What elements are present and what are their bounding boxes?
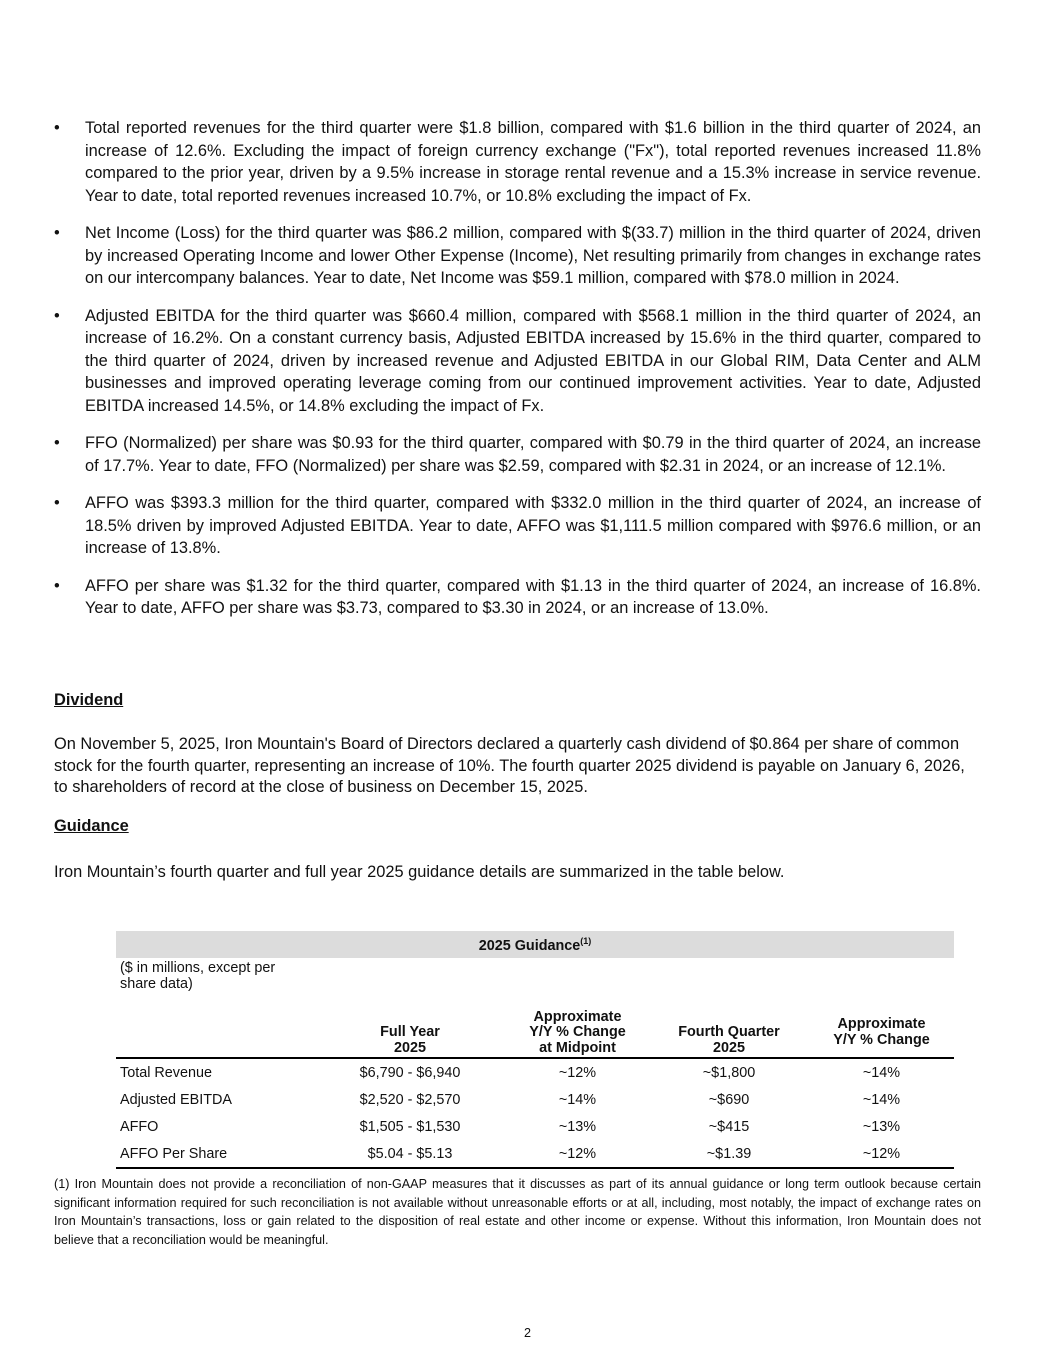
highlight-text: FFO (Normalized) per share was $0.93 for the third quarter, compared with $0.79 in the third quarter of 2024, an increase of 17.7%. Year to date, FFO (Normalized) per share was $2.59, compared with $2.31 in 2024, or an increase of 12.1%. [85,434,981,475]
cell-q4-change: ~14% [862,1091,901,1108]
cell-q4: ~$690 [708,1091,750,1108]
bullet-marker: • [54,494,60,512]
header-q4-change [809,996,954,1058]
table-row [116,1140,954,1168]
cell-full-year: $1,505 - $1,530 [359,1118,461,1135]
header-full-year [314,996,506,1058]
header-fy-change [506,996,649,1058]
table-units-row [116,958,954,996]
row-label: Adjusted EBITDA [120,1091,232,1108]
cell-q4: ~$1.39 [649,1140,809,1168]
header-line: Approximate [837,1016,926,1032]
guidance-table [116,931,954,1169]
table-header-row [116,996,954,1058]
bullet-marker: • [54,306,60,325]
bullet-marker: • [54,434,60,452]
guidance-paragraph: Iron Mountain’s fourth quarter and full year 2025 guidance details are summarized in the table below. [54,863,785,881]
highlight-text: Net Income (Loss) for the third quarter was $86.2 million, compared with $(33.7) million in the third quarter of 2024, driven by increased Operating Income and lower Other Expense (Income), Net resulting primarily from changes in exchange rates on our intercompany balances. Year to date, Net Income was $59.1 million, compared with $78.0 million in 2024. [85,224,981,287]
table-row [116,1113,954,1140]
units-label: ($ in millions, except per share data) [120,960,276,992]
highlight-text: AFFO per share was $1.32 for the third quarter, compared with $1.13 in the third quarter of 2024, an increase of 16.8%. Year to date, AFFO per share was $3.73, compared to $3.30 in 2024, or an increase of 13.0%. [85,576,981,617]
cell-q4: ~$415 [708,1118,750,1135]
bullet-marker: • [54,576,60,595]
cell-q4-change: ~12% [809,1140,954,1168]
table-title-row [116,931,954,958]
highlight-text: Total reported revenues for the third quarter were $1.8 billion, compared with $1.6 billion in the third quarter of 2024, an increase of 12.6%. Excluding the impact of foreign currency exchange ("Fx"), total reported revenues increased 11.8% compared to the prior year, driven by a 9.5% increase in storage rental revenue and a 15.3% increase in service revenue. Year to date, total reported revenues increased 10.7%, or 10.8% excluding the impact of Fx. [85,119,981,205]
table-row [116,1086,954,1113]
highlight-net-income [54,222,981,290]
bullet-marker: • [54,119,60,137]
cell-full-year: $2,520 - $2,570 [359,1091,461,1108]
highlight-ffo [54,432,981,477]
bullet-marker: • [54,224,60,242]
guidance-heading: Guidance [54,817,129,835]
highlight-affo [54,492,981,560]
cell-fy-change: ~13% [558,1118,597,1135]
header-line: 2025 [712,1039,745,1056]
table-title-text: 2025 Guidance [478,937,581,954]
row-label: AFFO Per Share [116,1140,314,1168]
cell-q4-change: ~14% [862,1064,901,1081]
highlights-list [54,117,981,635]
highlight-adjusted-ebitda [54,305,981,418]
header-line: Approximate [533,1008,622,1025]
dividend-paragraph: On November 5, 2025, Iron Mountain's Board of Directors declared a quarterly cash dividend of $0.864 per share of common stock for the fourth quarter, representing an increase of 10%. The fourth quarter 2025 dividend is payable on January 6, 2026, to shareholders of record at the close of business on December 15, 2025. [54,735,965,796]
cell-fy-change: ~14% [558,1091,597,1108]
table-title [116,931,954,958]
header-line: Full Year [380,1024,440,1040]
cell-full-year: $5.04 - $5.13 [314,1140,506,1168]
cell-fy-change: ~12% [506,1140,649,1168]
table-title-footnote-ref: (1) [580,935,592,946]
cell-q4: ~$1,800 [702,1064,756,1081]
header-line: Y/Y % Change [833,1031,930,1048]
header-line: Y/Y % Change [529,1024,626,1040]
row-label: Total Revenue [120,1064,212,1081]
header-fourth-quarter [649,996,809,1058]
header-line: Fourth Quarter [678,1024,780,1040]
highlight-text: AFFO was $393.3 million for the third quarter, compared with $332.0 million in the third quarter of 2024, an increase of 18.5% driven by improved Adjusted EBITDA. Year to date, AFFO was $1,111.5 million compared with $976.6 million, or an increase of 13.8%. [85,494,981,557]
cell-full-year: $6,790 - $6,940 [359,1064,461,1081]
cell-q4-change: ~13% [862,1118,901,1135]
cell-fy-change: ~12% [558,1064,597,1081]
highlight-affo-per-share [54,575,981,620]
header-line: at Midpoint [539,1039,616,1056]
page-number: 2 [523,1326,531,1340]
row-label: AFFO [120,1118,159,1135]
dividend-heading: Dividend [54,691,124,709]
table-footnote: (1) Iron Mountain does not provide a reconciliation of non-GAAP measures that it discusses as part of its annual guidance or long term outlook because certain significant information required for such reconciliation is not available without unreasonable efforts or at all, including, most notably, the impact of exchange rates on Iron Mountain’s transactions, loss or gain related to the disposition of real estate and other income or expense. Without this information, Iron Mountain does not believe that a reconciliation would be meaningful. [54,1177,981,1247]
header-line: 2025 [393,1039,426,1056]
highlight-revenue [54,117,981,207]
highlight-text: Adjusted EBITDA for the third quarter was $660.4 million, compared with $568.1 million in the third quarter of 2024, an increase of 16.2%. On a constant currency basis, Adjusted EBITDA increased by 15.6% in the third quarter, compared to the third quarter of 2024, driven by increased revenue and Adjusted EBITDA in our Global RIM, Data Center and ALM businesses and improved operating leverage coming from our continued improvement activities. Year to date, Adjusted EBITDA increased 14.5%, or 14.8% excluding the impact of Fx. [85,306,981,415]
table-row [116,1058,954,1086]
